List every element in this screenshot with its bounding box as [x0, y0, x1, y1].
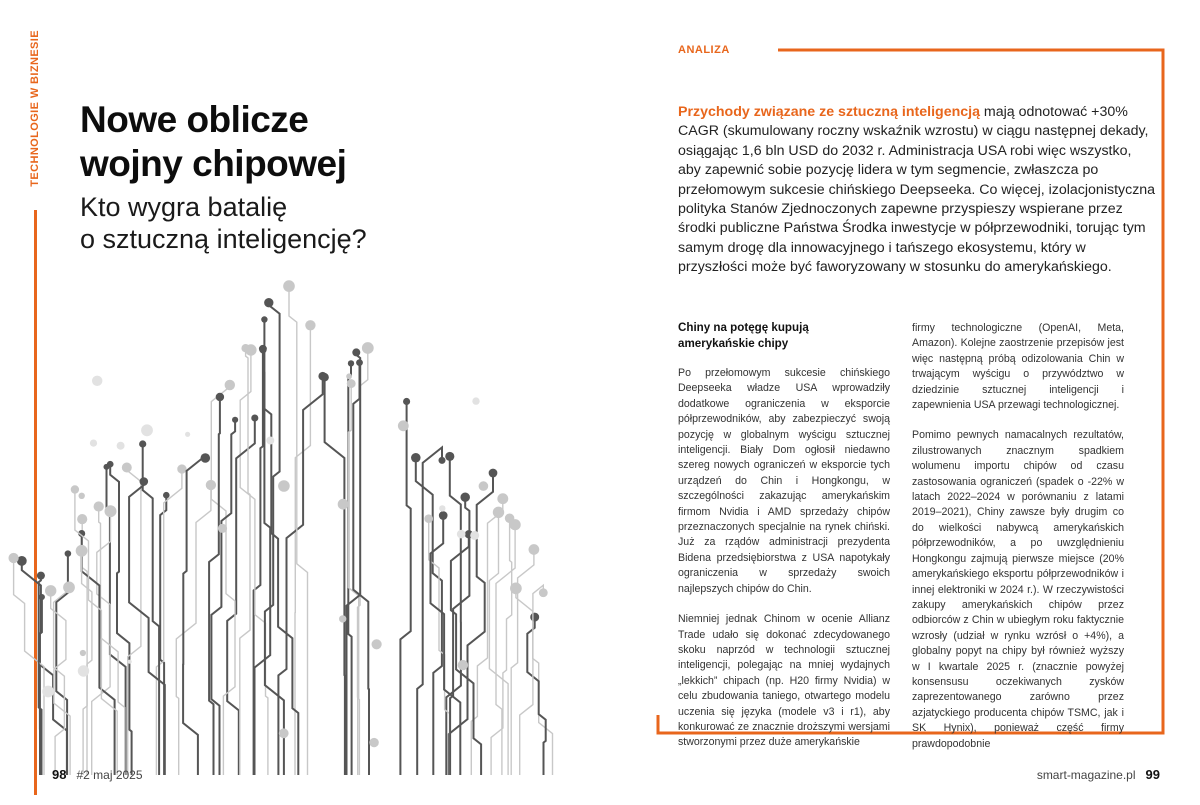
circuit-trace: [417, 447, 442, 775]
circuit-trace: [325, 377, 345, 775]
circuit-node: [63, 582, 75, 594]
lead-text: mają odnotować +30% CAGR (skumulowany roczny wskaźnik wzrostu) w ciągu następnej dekady, osiągając 1,6 bln USD do 2032 r. Administracja USA robi więc wszystko, aby zapewnić sobie pozycję lidera w tym segmencie, zwłaszcza po przełomowym sukcesie chińskiego Deepseeka. Co więcej, izolacjonistyczna polityka Stanów Zjednoczonych zapewne przyspieszy wspierane przez środki publiczne Państwa Środka inwestycje w półprzewodniki, torując tym samym drogę dla innowacyjnego i tańszego ekosystemu, który w przyszłości może być faworyzowany w stosunku do amerykańskiego.: [678, 104, 1156, 276]
circuit-node: [424, 514, 433, 523]
circuit-node: [90, 440, 97, 447]
circuit-node: [458, 660, 468, 670]
circuit-node: [529, 544, 540, 555]
circuit-node: [218, 524, 227, 533]
circuit-node: [117, 442, 125, 450]
circuit-node: [45, 585, 56, 596]
circuit-node: [279, 728, 289, 738]
title-line-1: Nowe oblicze: [80, 99, 309, 140]
circuit-node: [348, 360, 354, 366]
circuit-trace: [240, 348, 250, 775]
circuit-node: [225, 380, 235, 390]
column-heading-line-2: amerykańskie chipy: [678, 337, 789, 350]
circuit-trace: [400, 402, 410, 776]
site-url: smart-magazine.pl: [1036, 768, 1136, 782]
circuit-node: [356, 359, 363, 366]
circuit-node: [505, 514, 515, 524]
circuit-node: [398, 420, 409, 431]
section-label-text: TECHNOLOGIE W BIZNESIE: [29, 30, 41, 187]
circuit-trace: [416, 458, 442, 775]
circuit-node: [320, 373, 328, 381]
circuit-node: [201, 453, 211, 463]
circuit-node: [185, 432, 190, 437]
circuit-node: [489, 469, 498, 478]
circuit-node: [347, 379, 356, 388]
circuit-node: [403, 398, 410, 405]
body-paragraph: Po przełomowym sukcesie chińskiego Deepseeka władze USA wprowadziły dodatkowe ograniczenia w eksporcie półprzewodników, aby zabezpieczyć swoją pozycję w globalnym wyścigu sztucznej inteligencji. Biały Dom ogłosił niedawno szereg nowych ograniczeń w eksporcie tych urządzeń do Chin i Hongkongu, w szczególności zakazując amerykańskim firmom Nvidia i AMD sprzedaży chipów przeznaczonych specjalnie na rynek chiński. Już za rządów administracji prezydenta Bidena przedsiębiorstwa z USA napotykały ograniczenia w sprzedaży swoich najlepszych chipów do Chin.: [678, 367, 890, 595]
page-number-left: 98: [52, 767, 67, 782]
circuit-node: [103, 464, 109, 470]
circuit-node: [177, 464, 186, 473]
issue-label: #2 maj 2025: [76, 768, 143, 782]
circuit-node: [139, 440, 146, 447]
circuit-node: [283, 280, 295, 292]
circuit-node: [261, 316, 267, 322]
circuit-node: [122, 463, 132, 473]
circuit-node: [339, 615, 346, 622]
text-column-2: [912, 321, 1124, 767]
circuit-node: [305, 320, 315, 330]
circuit-node: [259, 346, 266, 353]
column-heading-line-1: Chiny na potęgę kupują: [678, 321, 809, 334]
circuit-node: [439, 505, 445, 511]
circuit-node: [71, 485, 79, 493]
circuit-node: [65, 550, 72, 557]
column-heading: [678, 320, 890, 352]
circuit-trace: [183, 456, 205, 775]
circuit-node: [79, 493, 85, 499]
circuit-node: [141, 424, 153, 436]
folio-left: [52, 767, 143, 782]
circuit-node: [128, 660, 132, 664]
right-page: [600, 0, 1200, 805]
circuit-illustration: [0, 255, 600, 775]
circuit-node: [241, 344, 249, 352]
circuit-node: [92, 376, 102, 386]
circuit-node: [411, 453, 421, 463]
circuit-node: [37, 572, 45, 580]
circuit-node: [352, 348, 360, 356]
circuit-node: [539, 588, 548, 597]
circuit-node: [78, 665, 89, 676]
circuit-node: [94, 501, 104, 511]
body-paragraph: Niemniej jednak Chinom w ocenie Allianz Trade udało się dokonać zdecydowanego skoku naprzód w technologii sztucznej inteligencji, polegając na mniej wydajnych „lekkich” chipach (np. H20 firmy Nvidia) w celu zbudowania taniego, otwartego modelu uczenia się języka (modele v3 i r1), aby konkurować ze znacznie droższymi wersjami stworzonymi przez duże amerykańskie: [678, 613, 890, 749]
circuit-node: [278, 480, 290, 492]
lead-paragraph: [678, 103, 1158, 278]
circuit-node: [530, 613, 539, 622]
title-line-2: wojny chipowej: [80, 143, 347, 184]
circuit-node: [39, 594, 45, 600]
circuit-node: [139, 477, 148, 486]
circuit-node: [372, 639, 382, 649]
circuit-trace: [520, 585, 544, 775]
circuit-trace: [99, 507, 125, 776]
article-title: [80, 98, 500, 186]
subtitle-line-2: o sztuczną inteligencję?: [80, 224, 367, 254]
circuit-node: [216, 393, 224, 401]
circuit-node: [42, 686, 54, 698]
circuit-node: [439, 511, 448, 520]
circuit-trace: [489, 512, 508, 775]
article-subtitle: [80, 191, 500, 255]
circuit-node: [346, 373, 352, 379]
circuit-node: [362, 342, 374, 354]
body-paragraph: Pomimo pewnych namacalnych rezultatów, zilustrowanych znacznym spadkiem wolumenu importu chipów od czasu zastosowania ograniczeń (spadek o -22% w latach 2022–2024 w porównaniu z latami 2019–2021), Chiny zawsze były drugim co do wielkości nabywcą amerykańskich półprzewodników, a po uwzględnieniu Hongkongu zajmują pierwsze miejsce (20% amerykańskiego eksportu półprzewodników i innej elektroniki w 2024 r.). W rzeczywistości zakupy amerykańskich chipów przez odbiorców z Chin w ubiegłym roku faktycznie wzrosły (udział w rynku wzrósł o +4%), a globalny popyt na chipy był również wyższy w I kwartale 2025 r. (znacznie powyżej konsensusu oczekiwanych zysków zaprezentowanego zarówno przez azjatyckiego producenta chipów TSMC, jak i SK Hynix), ponieważ część firmy prawdopodobnie: [912, 429, 1124, 750]
page-number-right: 99: [1145, 767, 1160, 782]
circuit-node: [438, 457, 445, 464]
circuit-node: [232, 417, 238, 423]
circuit-node: [445, 452, 454, 461]
circuit-node: [460, 492, 469, 501]
circuit-node: [338, 499, 349, 510]
circuit-node: [80, 650, 86, 656]
circuit-node: [264, 298, 273, 307]
circuit-node: [479, 481, 489, 491]
subtitle-line-1: Kto wygra batalię: [80, 192, 288, 222]
circuit-node: [497, 493, 508, 504]
circuit-node: [266, 437, 274, 445]
body-paragraph: firmy technologiczne (OpenAI, Meta, Amazon). Kolejne zaostrzenie przepisów jest więc następną próbą odizolowania Chin w trwającym wyścigu o przywództwo w dziedzinie sztucznej inteligencji i zapewnienia USA przewagi technologicznej.: [912, 322, 1124, 412]
section-kicker: ANALIZA: [678, 44, 730, 56]
circuit-node: [76, 545, 88, 557]
circuit-node: [493, 507, 504, 518]
text-column-1: [678, 320, 890, 766]
circuit-node: [470, 531, 479, 540]
lead-highlight: Przychody związane ze sztuczną inteligencją: [678, 104, 980, 120]
circuit-node: [105, 505, 117, 517]
circuit-node: [163, 492, 170, 499]
circuit-node: [457, 530, 466, 539]
circuit-trace: [278, 376, 322, 775]
folio-right: [1037, 767, 1160, 782]
circuit-node: [77, 514, 87, 524]
circuit-node: [369, 738, 378, 747]
circuit-trace: [527, 617, 545, 775]
circuit-node: [251, 414, 258, 421]
circuit-node: [472, 397, 479, 404]
circuit-node: [8, 553, 18, 563]
